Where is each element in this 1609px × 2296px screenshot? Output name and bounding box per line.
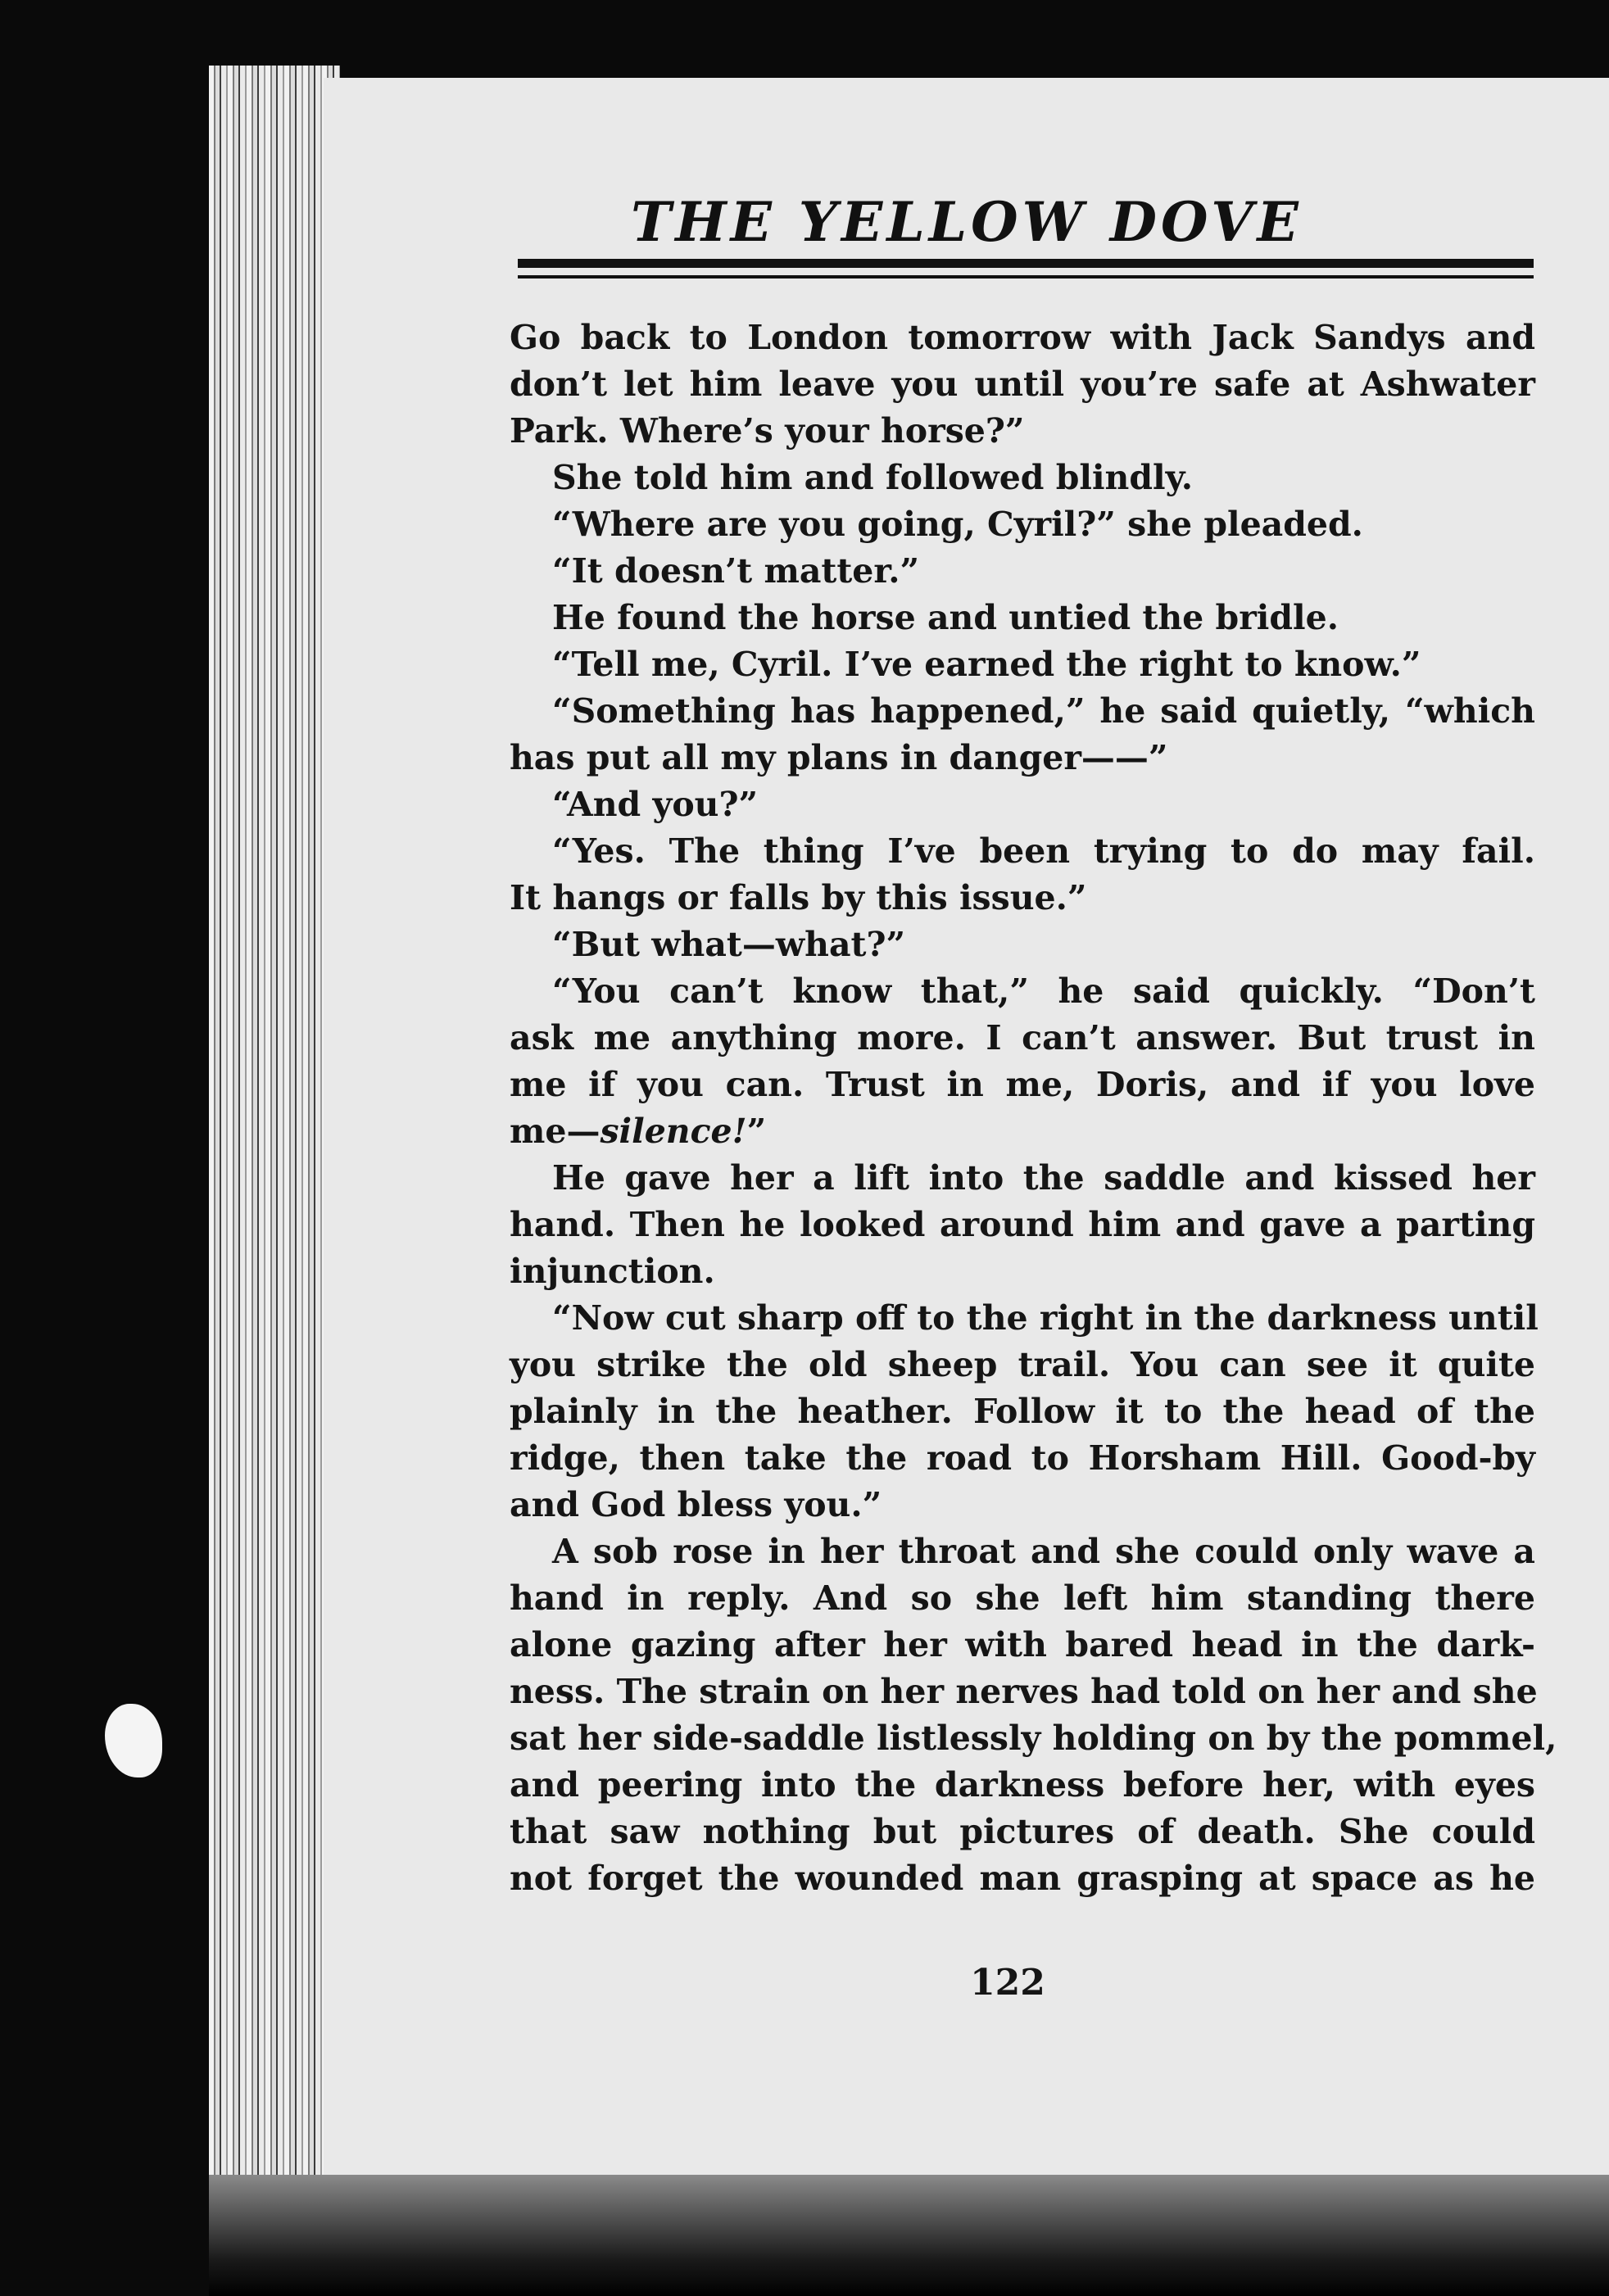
text-line: me if you can. Trust in me, Doris, and if you love [510,1065,1535,1104]
text-line: injunction. [510,1252,715,1291]
text-line: that saw nothing but pictures of death. She could [510,1812,1535,1851]
text-line [510,1108,1535,1155]
paper-blemish [105,1704,162,1777]
text-line: It hangs or falls by this issue.” [510,878,1087,917]
header-rule-thick [518,259,1534,268]
text-line: not forget the wounded man grasping at space as he [510,1859,1535,1898]
italic-word: silence! [600,1112,747,1151]
text-line: hand in reply. And so she left him standing there [510,1578,1535,1618]
text-line: “Tell me, Cyril. I’ve earned the right to know.” [552,645,1421,684]
text-line: Go back to London tomorrow with Jack Sandys and [510,318,1535,357]
text-line: A sob rose in her throat and she could only wave a [552,1532,1535,1571]
text-line: ridge, then take the road to Horsham Hill. Good-by [510,1438,1535,1478]
text-line: you strike the old sheep trail. You can see it quite [510,1345,1535,1384]
text-line: Park. Where’s your horse?” [510,411,1025,451]
text-run: me— [510,1112,601,1151]
text-line: He gave her a lift into the saddle and kissed her [552,1158,1535,1198]
text-line: and God bless you.” [510,1485,882,1524]
page-edge-stack [209,66,340,2212]
text-line: “And you?” [552,785,759,824]
running-head: THE YELLOW DOVE [631,190,1303,254]
text-line: sat her side-saddle listlessly holding on by the pommel, [510,1719,1557,1758]
text-line: plainly in the heather. Follow it to the head of the [510,1392,1535,1431]
text-line: “Where are you going, Cyril?” she pleaded. [552,505,1363,544]
header-rule-thin [518,275,1534,279]
text-line: “It doesn’t matter.” [552,551,920,591]
text-line: “Now cut sharp off to the right in the darkness until [552,1298,1539,1338]
text-line: “Something has happened,” he said quietly, “which [552,691,1535,731]
text-line: has put all my plans in danger——” [510,738,1168,777]
text-line: “Yes. The thing I’ve been trying to do may fail. [552,831,1535,871]
text-line: She told him and followed blindly. [552,458,1194,497]
page-number: 122 [970,1962,1045,2004]
text-run: ” [746,1112,767,1151]
page-bottom-shadow [209,2175,1609,2296]
text-line: don’t let him leave you until you’re safe at Ashwater [510,365,1535,404]
text-line: He found the horse and untied the bridle. [552,598,1339,637]
text-line: ask me anything more. I can’t answer. But trust in [510,1018,1535,1057]
body-text [510,315,1557,1902]
text-line: ness. The strain on her nerves had told on her and she [510,1672,1538,1711]
text-line: hand. Then he looked around him and gave a parting [510,1205,1535,1244]
text-line: “But what—what?” [552,925,906,964]
text-line: and peering into the darkness before her, with eyes [510,1765,1535,1805]
text-line: “You can’t know that,” he said quickly. “Don’t [552,971,1535,1011]
text-line: alone gazing after her with bared head in the dark- [510,1625,1535,1664]
